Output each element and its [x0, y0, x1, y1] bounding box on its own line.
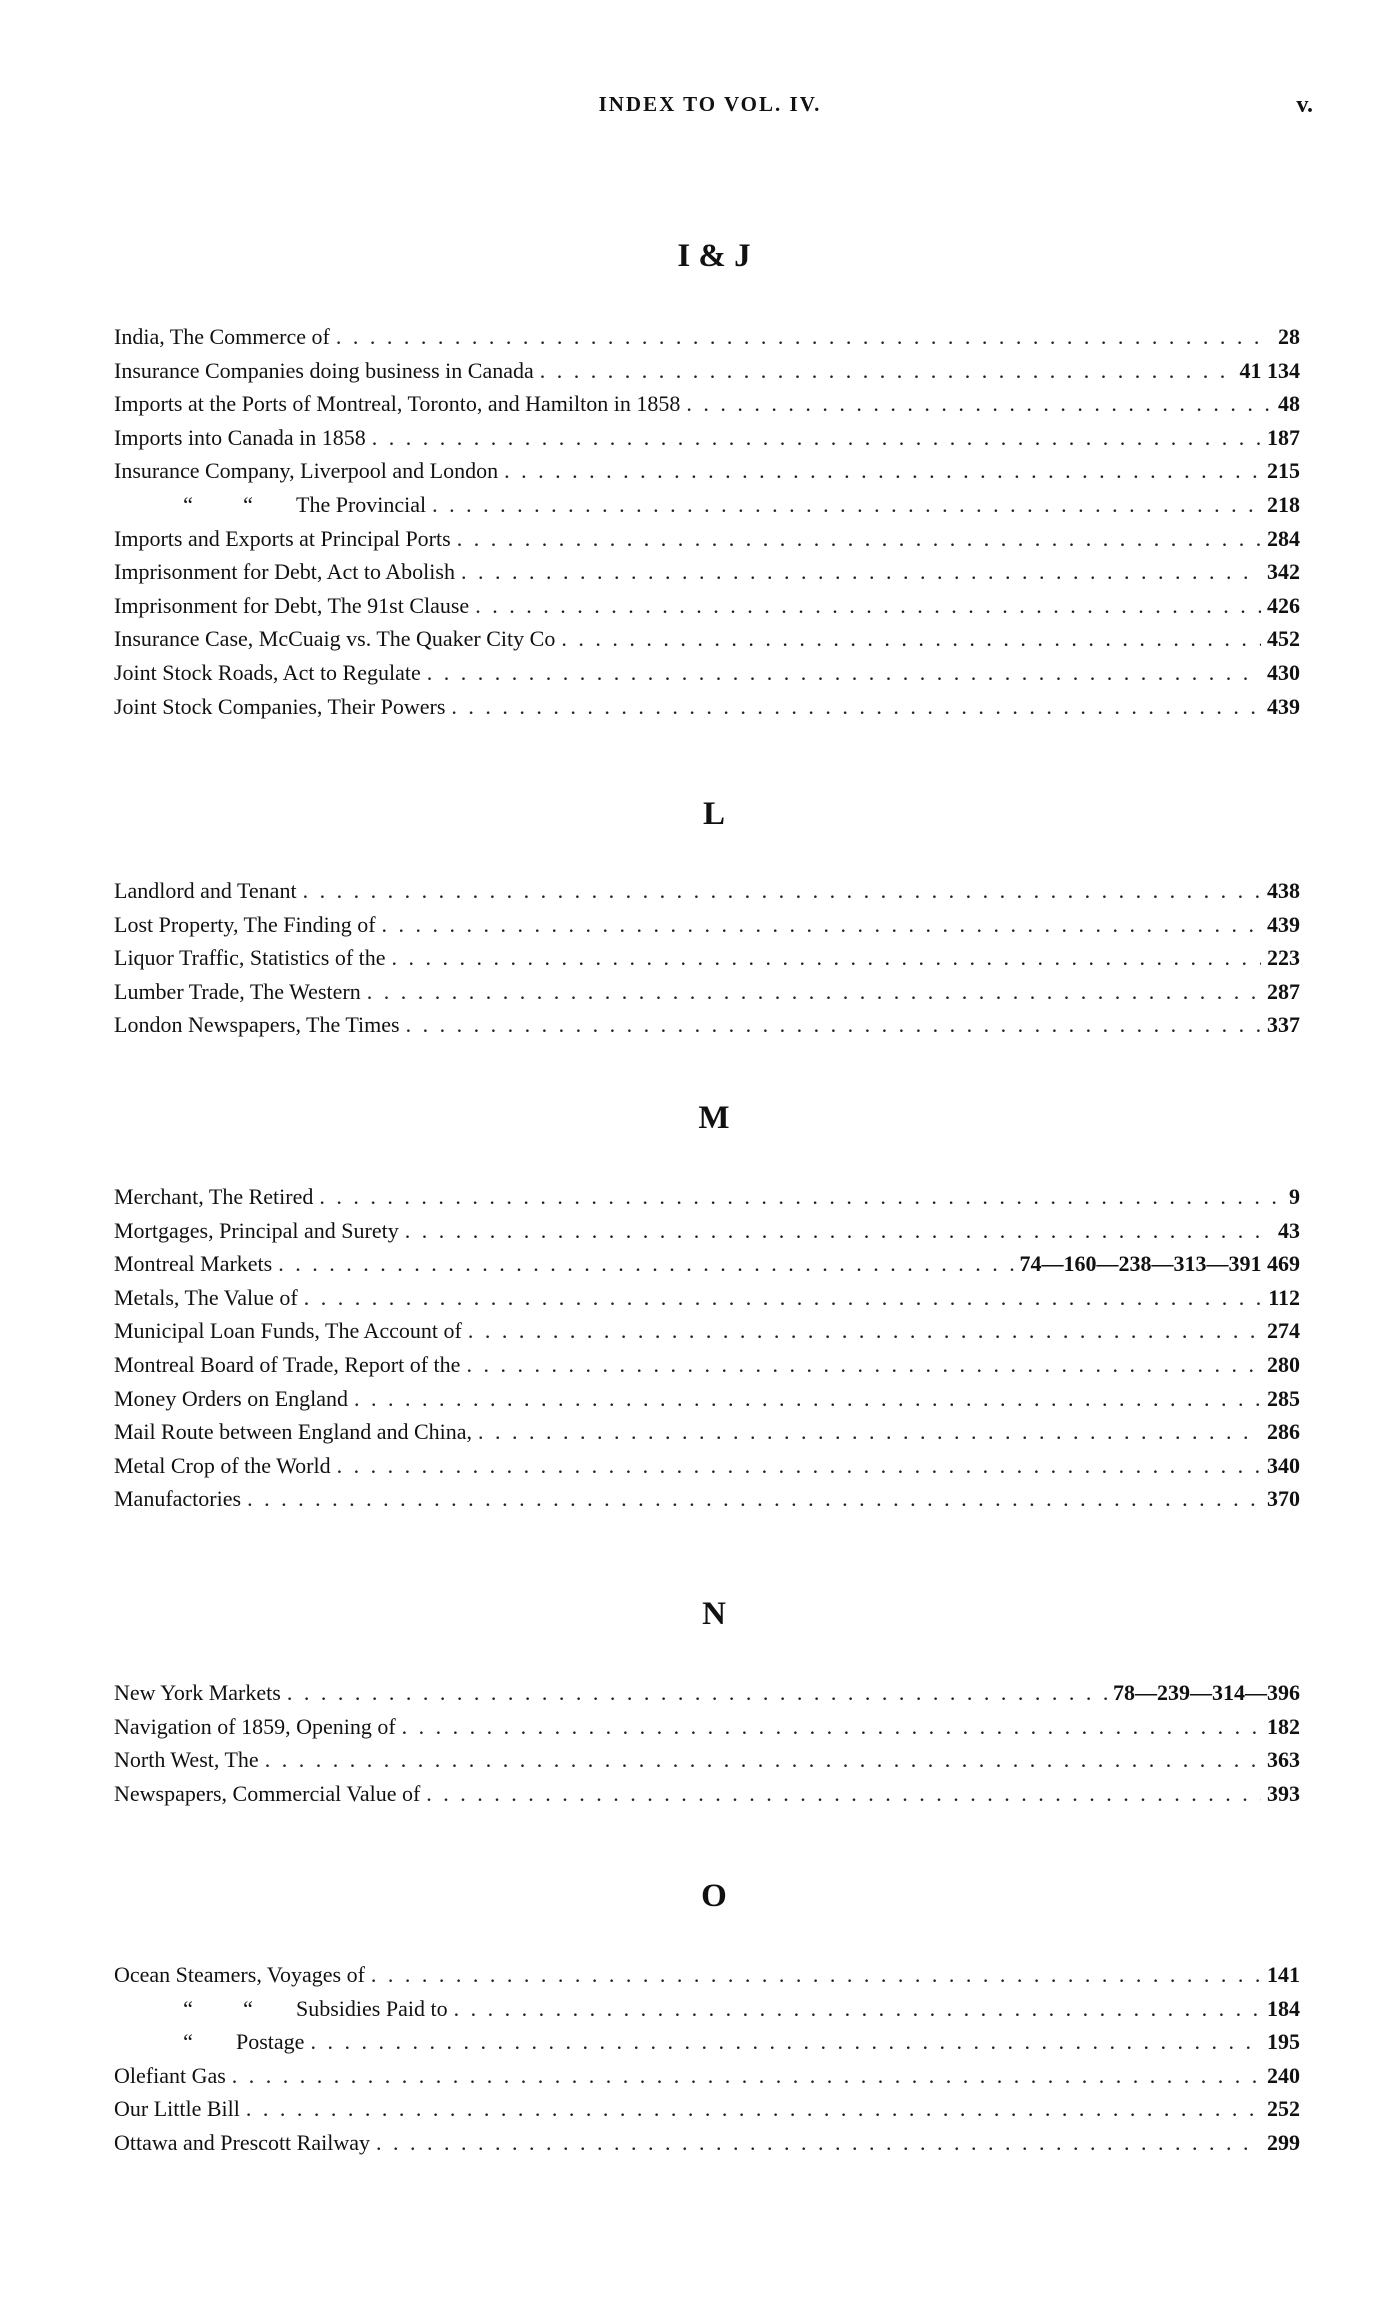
entry-subject: Joint Stock Companies, Their Powers	[114, 693, 446, 719]
entry-pages: 274	[1267, 1318, 1300, 1344]
entry-subject: Imprisonment for Debt, Act to Abolish	[114, 559, 455, 585]
index-entry	[114, 622, 1300, 656]
dot-leader	[303, 874, 1261, 908]
dot-leader	[466, 1348, 1261, 1382]
section-heading: N	[702, 1596, 726, 1632]
index-entry	[114, 1415, 1300, 1449]
index-entry	[114, 522, 1300, 556]
section-heading: L	[702, 796, 725, 832]
entry-pages: 48	[1278, 391, 1300, 417]
entry-list	[114, 1676, 1300, 1810]
entry-subject: Landlord and Tenant	[114, 878, 297, 903]
ditto-mark: “	[243, 1995, 253, 2021]
dot-leader	[367, 975, 1261, 1009]
index-entry	[114, 454, 1300, 488]
dot-leader	[265, 1743, 1261, 1777]
dot-leader	[246, 2092, 1261, 2126]
entry-subject: North West, The	[114, 1747, 259, 1773]
entry-subject: Merchant, The Retired	[114, 1184, 314, 1209]
index-entry	[114, 421, 1300, 455]
entry-subject: Lumber Trade, The Western	[114, 978, 361, 1004]
entry-pages: 439	[1267, 911, 1300, 937]
ditto-mark: “	[243, 491, 253, 517]
index-entry	[114, 1008, 1300, 1042]
entry-subject: Montreal Board of Trade, Report of the	[114, 1351, 461, 1377]
entry-subject: India, The Commerce of	[114, 324, 330, 349]
entry-pages: 393	[1267, 1780, 1300, 1806]
entry-pages: 426	[1267, 592, 1300, 618]
entry-subject: Subsidies Paid to	[296, 1995, 448, 2021]
entry-pages: 240	[1267, 2062, 1300, 2088]
dot-leader	[468, 1314, 1261, 1348]
index-entry	[114, 320, 1300, 354]
entry-subject: Navigation of 1859, Opening of	[114, 1713, 396, 1739]
index-entry	[114, 1992, 1300, 2026]
index-entry	[114, 589, 1300, 623]
dot-leader	[319, 1180, 1283, 1214]
entry-pages: 141	[1267, 1962, 1300, 1987]
index-entry	[114, 2092, 1300, 2126]
entry-subject: Our Little Bill	[114, 2096, 240, 2122]
dot-leader	[382, 908, 1261, 942]
entry-subject: Liquor Traffic, Statistics of the	[114, 945, 386, 971]
index-entry	[114, 908, 1300, 942]
entry-subject: New York Markets	[114, 1680, 281, 1705]
dot-leader	[232, 2059, 1261, 2093]
entry-pages: 215	[1267, 458, 1300, 484]
entry-pages: 337	[1267, 1012, 1300, 1038]
section-o	[114, 1876, 1300, 2160]
entry-subject: Ottawa and Prescott Railway	[114, 2129, 370, 2155]
index-entry	[114, 2059, 1300, 2093]
dot-leader	[337, 1449, 1261, 1483]
dot-leader	[504, 454, 1261, 488]
entry-pages: 195	[1267, 2029, 1300, 2055]
dot-leader	[376, 2126, 1261, 2160]
index-entry	[114, 2126, 1300, 2160]
index-entry	[114, 1482, 1300, 1516]
index-entry	[114, 975, 1300, 1009]
dot-leader	[432, 488, 1261, 522]
index-entry	[114, 874, 1300, 908]
entry-subject: Manufactories	[114, 1486, 242, 1512]
dot-leader	[478, 1415, 1261, 1449]
entry-subject: Imports at the Ports of Montreal, Toronto, and Hamilton in 1858	[114, 391, 681, 417]
ditto-mark: “	[183, 491, 193, 517]
entry-list	[114, 874, 1300, 1042]
entry-pages: 41 134	[1239, 357, 1300, 383]
entry-pages: 252	[1267, 2096, 1300, 2122]
entry-subject-group	[114, 488, 426, 522]
entry-subject: Lost Property, The Finding of	[114, 911, 376, 937]
index-entry	[114, 1777, 1300, 1811]
entry-pages: 342	[1267, 559, 1300, 585]
entry-subject: Ocean Steamers, Voyages of	[114, 1962, 365, 1987]
entry-pages: 280	[1267, 1351, 1300, 1377]
entry-subject: Postage	[236, 2029, 305, 2055]
entry-subject: Imprisonment for Debt, The 91st Clause	[114, 592, 470, 618]
entry-pages: 430	[1267, 659, 1300, 685]
dot-leader	[461, 555, 1261, 589]
dot-leader	[406, 1008, 1261, 1042]
entry-subject: Joint Stock Roads, Act to Regulate	[114, 659, 421, 685]
index-entry	[114, 354, 1300, 388]
index-entry	[114, 2025, 1300, 2059]
index-entry	[114, 1676, 1300, 1710]
entry-pages: 43	[1278, 1217, 1300, 1243]
running-header	[0, 92, 1399, 122]
dot-leader	[402, 1710, 1261, 1744]
entry-pages: 218	[1267, 491, 1300, 517]
entry-subject: Imports and Exports at Principal Ports	[114, 525, 451, 551]
ditto-mark: “	[183, 2029, 193, 2055]
entry-subject: Mail Route between England and China,	[114, 1419, 473, 1445]
dot-leader	[372, 421, 1261, 455]
dot-leader	[336, 320, 1272, 354]
entry-subject: Montreal Markets	[114, 1251, 273, 1277]
dot-leader	[310, 2025, 1261, 2059]
dot-leader	[304, 1281, 1263, 1315]
dot-leader	[457, 522, 1261, 556]
index-entry	[114, 1382, 1300, 1416]
entry-pages: 223	[1267, 945, 1300, 971]
index-entry	[114, 387, 1300, 421]
section-n	[114, 1594, 1300, 1810]
entry-subject-group	[114, 2025, 304, 2059]
entry-subject: London Newspapers, The Times	[114, 1012, 400, 1038]
dot-leader	[540, 354, 1234, 388]
section-m	[114, 1098, 1300, 1516]
index-entry	[114, 1449, 1300, 1483]
section-heading: I & J	[677, 238, 751, 274]
index-entry	[114, 1710, 1300, 1744]
entry-subject: Money Orders on England	[114, 1385, 349, 1411]
entry-subject: Insurance Case, McCuaig vs. The Quaker City Co	[114, 626, 556, 652]
entry-pages: 286	[1267, 1419, 1300, 1445]
entry-subject: The Provincial	[296, 491, 427, 517]
index-entry	[114, 1214, 1300, 1248]
running-title: INDEX TO VOL. IV.	[598, 92, 822, 116]
index-entry	[114, 1247, 1300, 1281]
entry-subject: Metals, The Value of	[114, 1284, 298, 1310]
entry-pages: 452	[1267, 626, 1300, 652]
entry-pages: 78—239—314—396	[1113, 1680, 1300, 1705]
index-entry	[114, 656, 1300, 690]
dot-leader	[427, 656, 1261, 690]
entry-pages: 284	[1267, 525, 1300, 551]
dot-leader	[475, 589, 1261, 623]
entry-subject: Imports into Canada in 1858	[114, 424, 366, 450]
section-heading: M	[698, 1100, 730, 1136]
entry-pages: 363	[1267, 1747, 1300, 1773]
entry-pages: 340	[1267, 1452, 1300, 1478]
section-i-j	[114, 236, 1300, 723]
entry-pages: 187	[1267, 424, 1300, 450]
entry-pages: 112	[1268, 1284, 1300, 1310]
entry-list	[114, 1180, 1300, 1516]
page-number: v.	[1296, 92, 1313, 118]
index-entry	[114, 1180, 1300, 1214]
dot-leader	[451, 690, 1261, 724]
entry-pages: 182	[1267, 1713, 1300, 1739]
section-l	[114, 794, 1300, 1042]
entry-pages: 9	[1289, 1184, 1300, 1209]
dot-leader	[371, 1958, 1261, 1992]
entry-pages: 299	[1267, 2129, 1300, 2155]
entry-pages: 184	[1267, 1995, 1300, 2021]
index-entry	[114, 1348, 1300, 1382]
entry-pages: 285	[1267, 1385, 1300, 1411]
entry-subject: Insurance Company, Liverpool and London	[114, 458, 499, 484]
dot-leader	[426, 1777, 1261, 1811]
entry-pages: 438	[1267, 878, 1300, 903]
dot-leader	[561, 622, 1261, 656]
index-entry	[114, 555, 1300, 589]
index-entry	[114, 1958, 1300, 1992]
index-entry	[114, 488, 1300, 522]
section-heading: O	[701, 1878, 727, 1914]
dot-leader	[287, 1676, 1107, 1710]
entry-pages: 28	[1278, 324, 1300, 349]
entry-list	[114, 1958, 1300, 2160]
entry-subject: Newspapers, Commercial Value of	[114, 1780, 421, 1806]
entry-pages: 439	[1267, 693, 1300, 719]
index-entry	[114, 1281, 1300, 1315]
dot-leader	[354, 1382, 1261, 1416]
index-entry	[114, 1743, 1300, 1777]
dot-leader	[247, 1482, 1261, 1516]
dot-leader	[405, 1214, 1272, 1248]
entry-list	[114, 320, 1300, 723]
dot-leader	[686, 387, 1272, 421]
ditto-mark: “	[183, 1995, 193, 2021]
entry-subject: Insurance Companies doing business in Canada	[114, 357, 534, 383]
index-entry	[114, 1314, 1300, 1348]
entry-subject: Mortgages, Principal and Surety	[114, 1217, 399, 1243]
entry-subject: Olefiant Gas	[114, 2062, 226, 2088]
entry-subject: Municipal Loan Funds, The Account of	[114, 1318, 462, 1344]
index-entry	[114, 941, 1300, 975]
entry-subject-group	[114, 1992, 448, 2026]
entry-subject: Metal Crop of the World	[114, 1452, 331, 1478]
dot-leader	[278, 1247, 1013, 1281]
dot-leader	[454, 1992, 1261, 2026]
entry-pages: 74—160—238—313—391 469	[1019, 1251, 1300, 1277]
index-entry	[114, 690, 1300, 724]
entry-pages: 287	[1267, 978, 1300, 1004]
entry-pages: 370	[1267, 1486, 1300, 1512]
dot-leader	[392, 941, 1261, 975]
